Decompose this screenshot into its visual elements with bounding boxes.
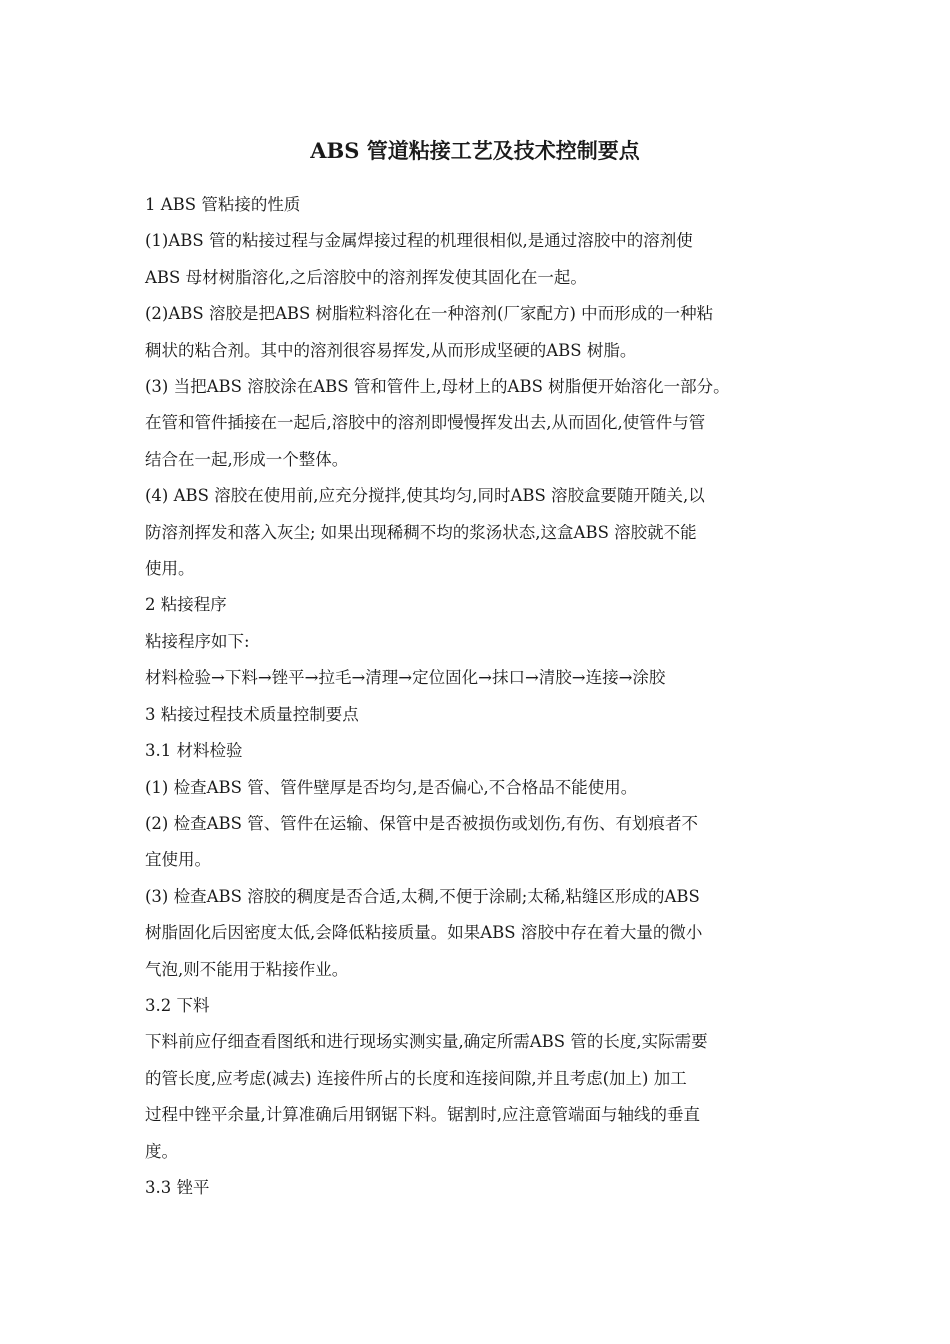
document-title: ABS 管道粘接工艺及技术控制要点 [310, 138, 640, 163]
paragraph-line: (4) ABS 溶胶在使用前,应充分搅拌,使其均匀,同时ABS 溶胶盒要随开随关,以 [145, 486, 705, 506]
paragraph-line: 使用。 [145, 559, 195, 579]
paragraph-line: 在管和管件插接在一起后,溶胶中的溶剂即慢慢挥发出去,从而固化,使管件与管 [145, 413, 706, 433]
paragraph-line: 防溶剂挥发和落入灰尘; 如果出现稀稠不均的浆汤状态,这盒ABS 溶胶就不能 [145, 522, 697, 542]
process-flow: 材料检验→下料→锉平→拉毛→清理→定位固化→抹口→清胶→连接→涂胶 [145, 668, 666, 688]
subsection-heading-3-3: 3.3 锉平 [145, 1177, 210, 1197]
paragraph-line: 气泡,则不能用于粘接作业。 [145, 959, 349, 979]
paragraph-line: 度。 [145, 1141, 178, 1161]
paragraph-line: ABS 母材树脂溶化,之后溶胶中的溶剂挥发使其固化在一起。 [145, 267, 587, 287]
paragraph-line: (3) 检查ABS 溶胶的稠度是否合适,太稠,不便于涂刷;太稀,粘缝区形成的ABS [145, 886, 700, 906]
paragraph-line: 的管长度,应考虑(减去) 连接件所占的长度和连接间隙,并且考虑(加上) 加工 [145, 1068, 687, 1088]
paragraph-line: (1) 检查ABS 管、管件壁厚是否均匀,是否偏心,不合格品不能使用。 [145, 777, 638, 797]
paragraph-line: (3) 当把ABS 溶胶涂在ABS 管和管件上,母材上的ABS 树脂便开始溶化一部分。 [145, 377, 730, 397]
paragraph-line: 结合在一起,形成一个整体。 [145, 449, 349, 469]
section-heading-3: 3 粘接过程技术质量控制要点 [145, 704, 359, 724]
paragraph-line: 宜使用。 [145, 850, 211, 870]
paragraph-line: 树脂固化后因密度太低,会降低粘接质量。如果ABS 溶胶中存在着大量的微小 [145, 923, 703, 943]
paragraph-line: (2)ABS 溶胶是把ABS 树脂粒料溶化在一种溶剂(厂家配方) 中而形成的一种粘 [145, 304, 714, 324]
paragraph-line: 稠状的粘合剂。其中的溶剂很容易挥发,从而形成坚硬的ABS 树脂。 [145, 340, 637, 360]
paragraph-line: 下料前应仔细查看图纸和进行现场实测实量,确定所需ABS 管的长度,实际需要 [145, 1032, 708, 1052]
paragraph-line: 过程中锉平余量,计算准确后用钢锯下料。锯割时,应注意管端面与轴线的垂直 [145, 1105, 700, 1125]
document-body [145, 187, 815, 1206]
paragraph-line: (1)ABS 管的粘接过程与金属焊接过程的机理很相似,是通过溶胶中的溶剂使 [145, 231, 693, 251]
paragraph-line: 粘接程序如下: [145, 631, 250, 651]
subsection-heading-3-2: 3.2 下料 [145, 995, 210, 1015]
section-heading-1: 1 ABS 管粘接的性质 [145, 195, 301, 214]
subsection-heading-3-1: 3.1 材料检验 [145, 741, 243, 761]
paragraph-line: (2) 检查ABS 管、管件在运输、保管中是否被损伤或划伤,有伤、有划痕者不 [145, 813, 698, 833]
section-heading-2: 2 粘接程序 [145, 595, 227, 615]
